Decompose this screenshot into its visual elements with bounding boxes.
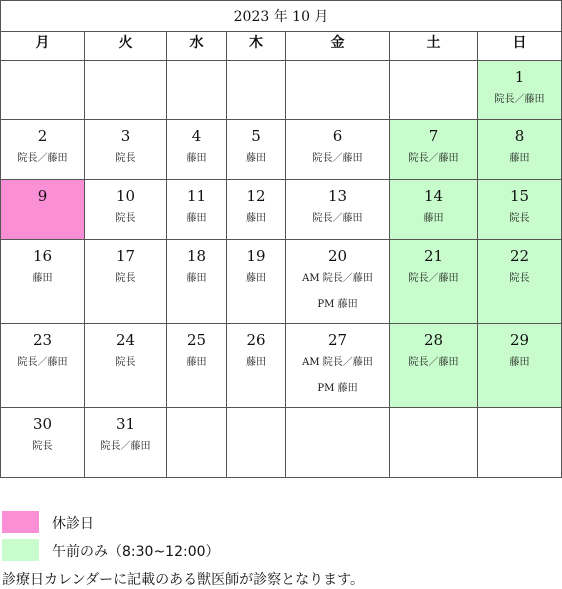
day-doctors: 院長: [115, 153, 136, 164]
empty-day-cell: [390, 408, 478, 478]
day-doctors: 院長／藤田: [312, 213, 363, 224]
day-cell: [478, 240, 562, 324]
day-cell: [227, 240, 286, 324]
day-number: 1: [514, 68, 525, 86]
day-doctors: 院長／藤田: [17, 153, 68, 164]
day-cell: [85, 120, 167, 180]
day-doctors: 藤田: [509, 357, 530, 368]
day-cell: [1, 240, 85, 324]
day-doctors: 藤田: [246, 273, 266, 284]
day-number: 14: [423, 187, 444, 205]
day-number: 4: [191, 127, 202, 145]
calendar-week-row: [1, 120, 562, 180]
weekday-thu: 木: [227, 32, 286, 61]
empty-day-cell: [167, 61, 227, 120]
empty-day-cell: [227, 61, 286, 120]
closed-legend-swatch: [2, 511, 39, 533]
day-doctors-pm: PM 藤田: [317, 299, 358, 310]
weekday-tue: 火: [85, 32, 167, 61]
day-number: 6: [332, 127, 343, 145]
day-doctors: 院長: [32, 441, 53, 452]
day-number: 2: [37, 127, 48, 145]
day-number: 26: [246, 331, 266, 349]
empty-day-cell: [167, 408, 227, 478]
footer-note: 診療日カレンダーに記載のある獣医師が診察となります。: [2, 572, 364, 588]
empty-day-cell: [227, 408, 286, 478]
day-doctors: 藤田: [246, 357, 266, 368]
day-cell: [85, 324, 167, 408]
day-cell: [167, 324, 227, 408]
day-doctors: 院長／藤田: [17, 357, 68, 368]
day-number: 8: [514, 127, 525, 145]
day-cell: [286, 240, 390, 324]
weekday-wed: 水: [167, 32, 227, 61]
day-cell: [390, 180, 478, 240]
day-cell: [227, 120, 286, 180]
day-number: 24: [115, 331, 136, 349]
day-doctors: 院長: [115, 273, 136, 284]
day-cell: [390, 240, 478, 324]
day-number: 10: [115, 187, 136, 205]
day-doctors: AM 院長／藤田: [302, 273, 373, 284]
day-number: 19: [246, 247, 266, 265]
weekday-sun: 日: [478, 32, 562, 61]
day-number: 28: [423, 331, 444, 349]
day-cell: [1, 180, 85, 240]
day-cell: [478, 324, 562, 408]
empty-day-cell: [85, 61, 167, 120]
day-number: 30: [32, 415, 53, 433]
day-doctors: 藤田: [186, 153, 207, 164]
day-doctors-pm: PM 藤田: [317, 383, 358, 394]
calendar-title: 2023 年 10 月: [1, 1, 562, 32]
day-number: 22: [510, 247, 530, 265]
day-number: 3: [120, 127, 131, 145]
day-doctors: 藤田: [509, 153, 530, 164]
day-cell: [1, 408, 85, 478]
am-only-legend-swatch: [2, 539, 39, 561]
day-doctors: 院長: [115, 357, 136, 368]
calendar-week-row: [1, 61, 562, 120]
day-cell: [286, 324, 390, 408]
day-doctors: 院長／藤田: [494, 94, 545, 105]
weekday-sat: 土: [390, 32, 478, 61]
day-number: 11: [186, 187, 207, 205]
day-cell: [227, 324, 286, 408]
empty-day-cell: [286, 61, 390, 120]
day-cell: [1, 324, 85, 408]
day-doctors: 藤田: [32, 273, 53, 284]
calendar-week-row: [1, 408, 562, 478]
day-number: 17: [115, 247, 136, 265]
day-number: 31: [115, 415, 136, 433]
day-doctors: 藤田: [246, 213, 266, 224]
day-number: 12: [246, 187, 266, 205]
day-cell: [85, 240, 167, 324]
day-doctors: 院長／藤田: [100, 441, 151, 452]
calendar-week-row: [1, 180, 562, 240]
day-number: 29: [510, 331, 530, 349]
day-doctors: 院長／藤田: [408, 273, 459, 284]
weekday-mon: 月: [1, 32, 85, 61]
weekday-fri: 金: [286, 32, 390, 61]
day-number: 15: [510, 187, 530, 205]
day-number: 20: [327, 247, 348, 265]
day-number: 27: [327, 331, 348, 349]
day-doctors: 藤田: [246, 153, 266, 164]
day-cell: [390, 120, 478, 180]
day-number: 5: [251, 127, 261, 145]
day-cell: [167, 120, 227, 180]
day-cell: [390, 324, 478, 408]
day-doctors: 藤田: [186, 273, 207, 284]
day-number: 16: [32, 247, 53, 265]
day-number: 25: [186, 331, 207, 349]
day-cell: [167, 180, 227, 240]
day-doctors: AM 院長／藤田: [302, 357, 373, 368]
day-doctors: 藤田: [186, 213, 207, 224]
day-cell: [227, 180, 286, 240]
day-cell: [85, 408, 167, 478]
day-cell: [167, 240, 227, 324]
empty-day-cell: [390, 61, 478, 120]
empty-day-cell: [478, 408, 562, 478]
day-doctors: 藤田: [186, 357, 207, 368]
day-cell: [478, 120, 562, 180]
day-cell: [286, 120, 390, 180]
am-only-legend-label: 午前のみ（8:30~12:00）: [52, 544, 220, 560]
day-number: 13: [327, 187, 348, 205]
day-cell: [1, 120, 85, 180]
day-doctors: 院長／藤田: [312, 153, 363, 164]
day-doctors: 院長: [509, 273, 530, 284]
day-cell: [478, 61, 562, 120]
day-cell: [85, 180, 167, 240]
day-cell: [286, 180, 390, 240]
closed-legend-label: 休診日: [52, 516, 94, 532]
day-cell: [478, 180, 562, 240]
empty-day-cell: [286, 408, 390, 478]
day-number: 7: [428, 127, 439, 145]
day-doctors: 院長／藤田: [408, 153, 459, 164]
day-number: 9: [37, 187, 48, 205]
day-number: 18: [186, 247, 207, 265]
day-doctors: 院長: [115, 213, 136, 224]
day-number: 21: [423, 247, 444, 265]
day-doctors: 院長: [509, 213, 530, 224]
day-number: 23: [32, 331, 53, 349]
day-doctors: 院長／藤田: [408, 357, 459, 368]
empty-day-cell: [1, 61, 85, 120]
day-doctors: 藤田: [423, 213, 444, 224]
calendar-week-row: [1, 240, 562, 324]
calendar-week-row: [1, 324, 562, 408]
